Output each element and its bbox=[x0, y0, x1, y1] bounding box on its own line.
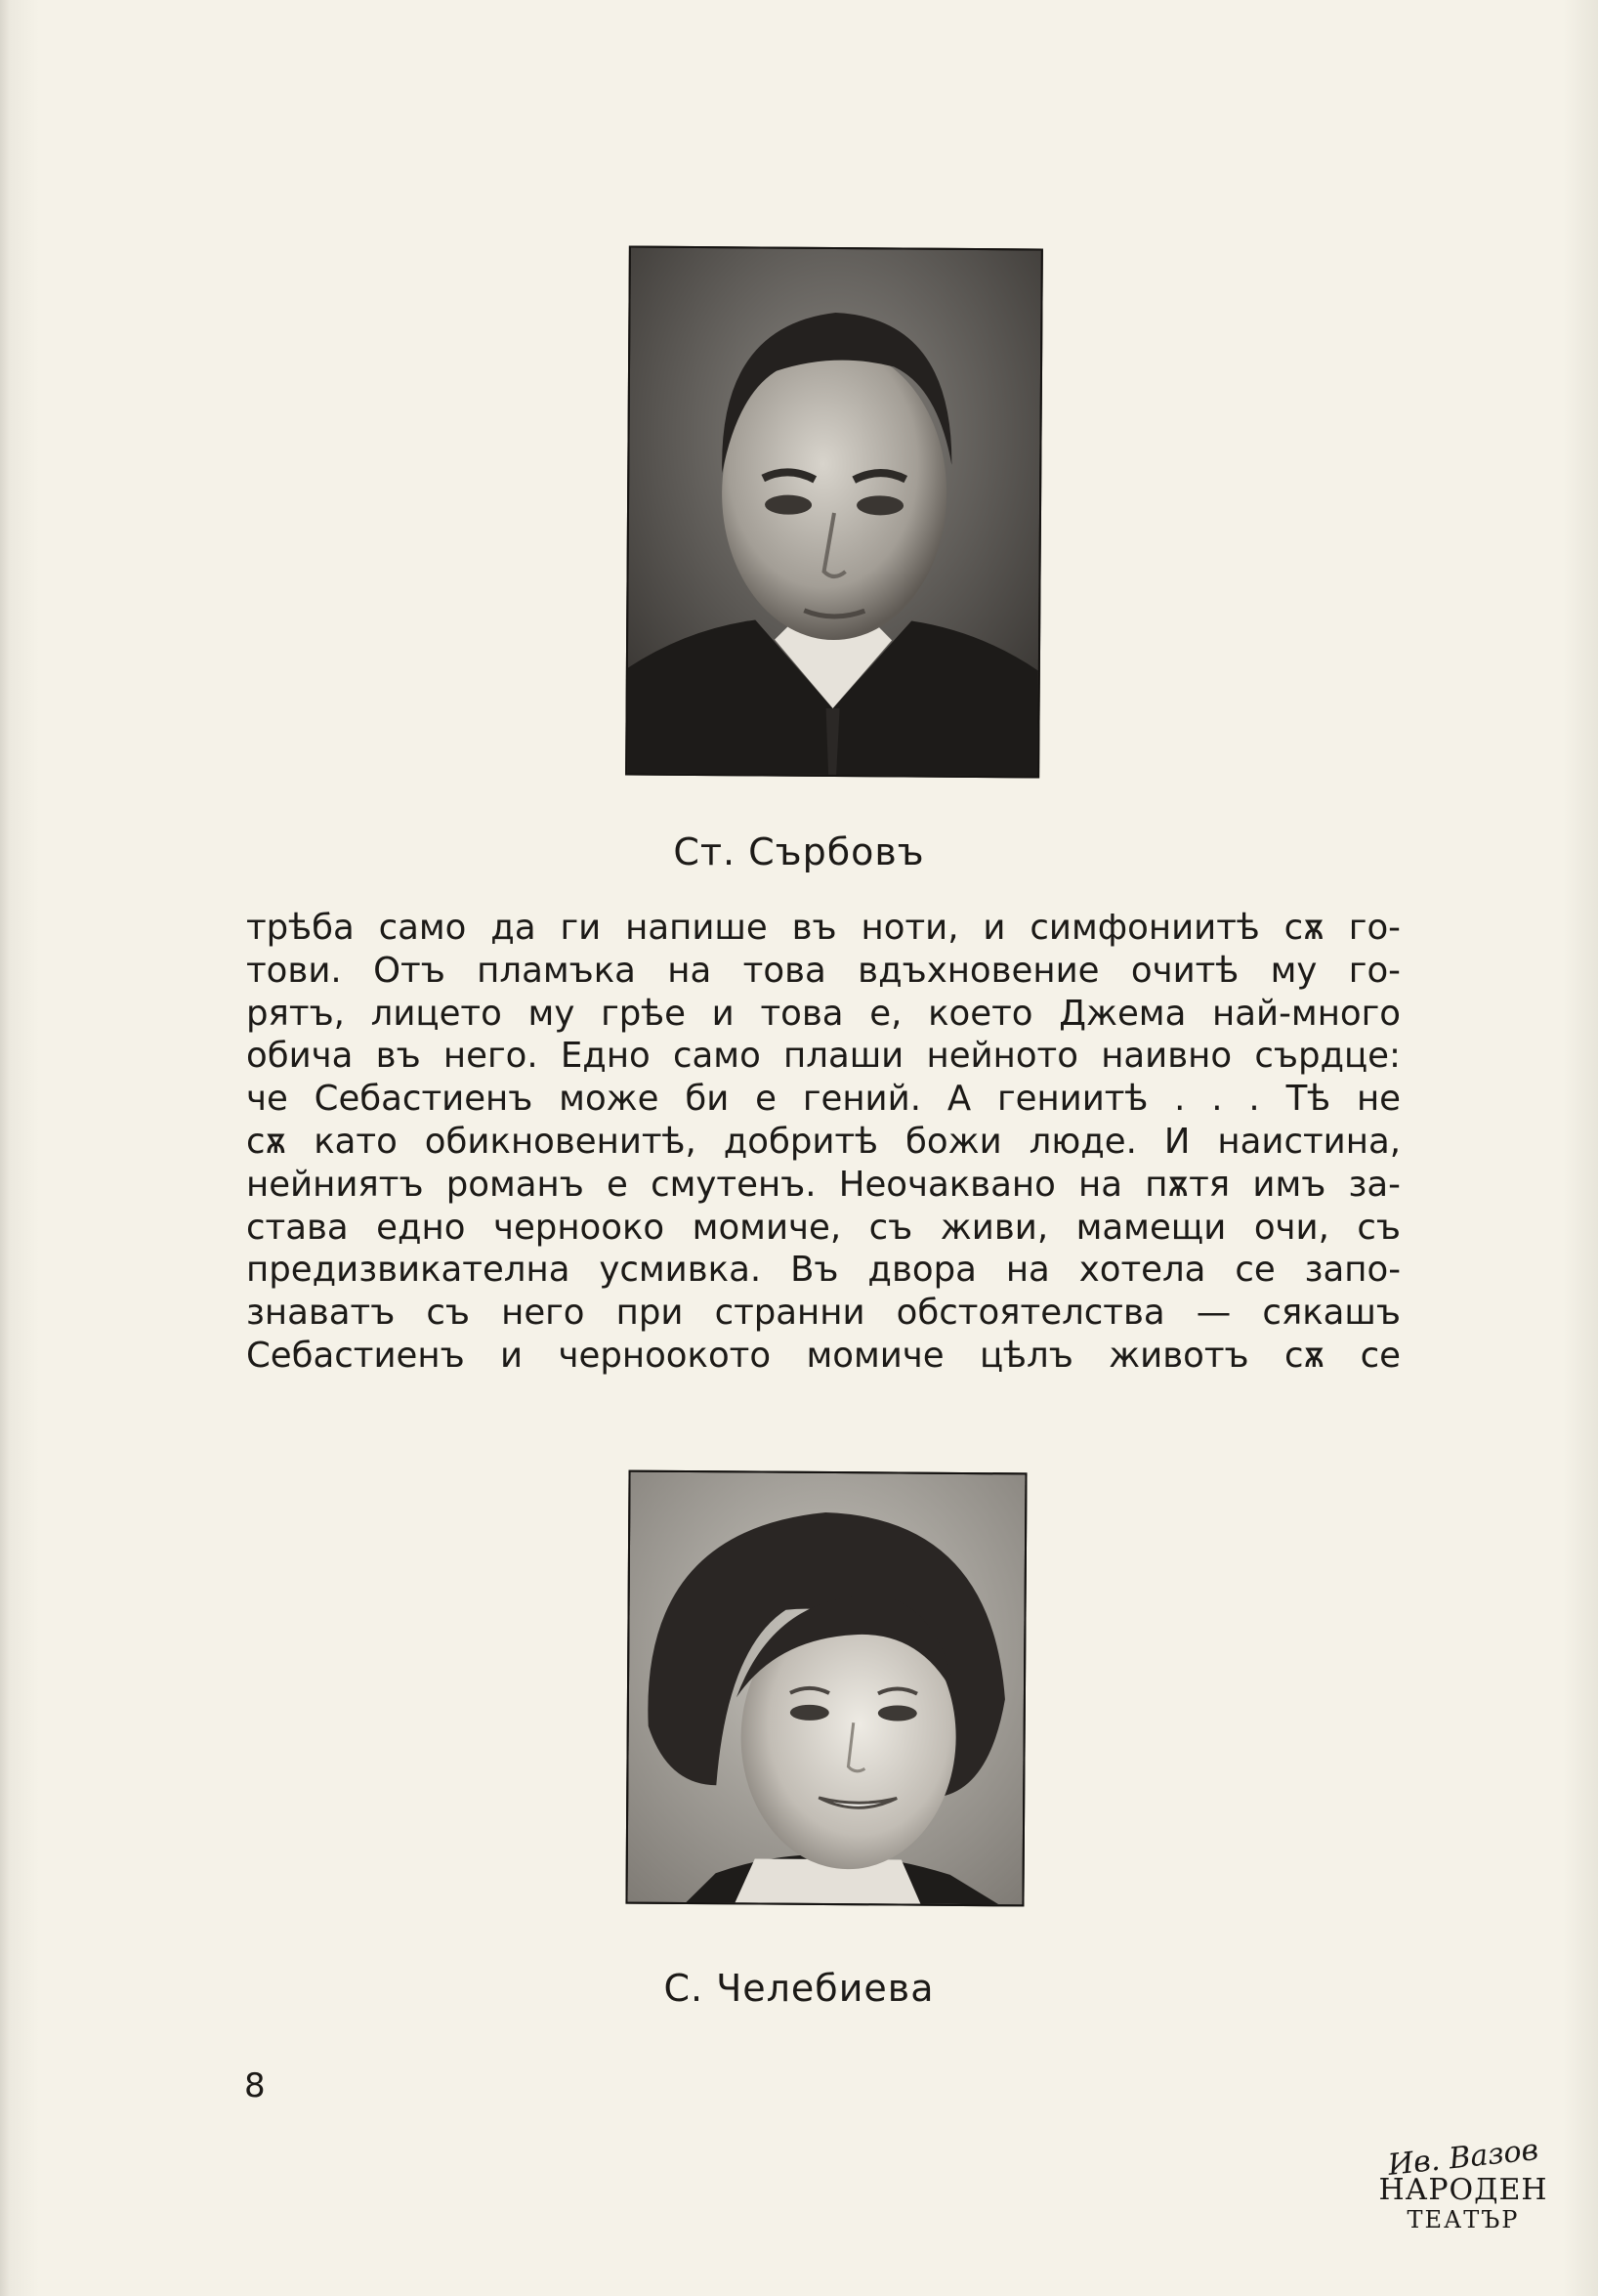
text-line: обича въ него. Едно само плаши нейното наивно сърдце: bbox=[246, 1036, 1401, 1077]
text-line: нейниятъ романъ е смутенъ. Неочаквано на пѫтя имъ за- bbox=[246, 1164, 1401, 1205]
portrait-photo-sarbov bbox=[625, 246, 1043, 779]
text-line: рятъ, лицето му грѣе и това е, което Джема най-много bbox=[246, 993, 1401, 1034]
portrait-caption-sarbov: Ст. Сърбовъ bbox=[673, 830, 925, 873]
text-line: предизвикателна усмивка. Въ двора на хотела се запо- bbox=[246, 1250, 1401, 1291]
stamp-line-1: НАРОДЕН bbox=[1378, 2173, 1548, 2207]
national-theatre-stamp bbox=[1377, 2133, 1549, 2259]
portrait-photo-chelebieva bbox=[625, 1470, 1027, 1907]
synopsis-paragraph bbox=[246, 907, 1401, 1378]
text-line: сѫ като обикновенитѣ, добритѣ божи люде. И наистина, bbox=[246, 1121, 1401, 1162]
text-line: знаватъ съ него при странни обстоятелства — сякашъ bbox=[246, 1293, 1401, 1334]
page-number: 8 bbox=[244, 2066, 266, 2105]
portrait-caption-chelebieva: С. Челебиева bbox=[663, 1967, 935, 2010]
stamp-signature: Ив. Вазов bbox=[1386, 2133, 1540, 2183]
text-line: става едно черноoко момиче, съ живи, мамещи очи, съ bbox=[246, 1207, 1401, 1248]
stamp-line-2: ТЕАТЪР bbox=[1407, 2206, 1520, 2233]
text-line: Себастиенъ и черноокото момиче цѣлъ животъ сѫ се bbox=[246, 1335, 1401, 1376]
text-line: че Себастиенъ може би е гений. А гениитѣ . . . Тѣ не bbox=[246, 1079, 1401, 1120]
text-line: трѣба само да ги напише въ ноти, и симфониитѣ сѫ го- bbox=[246, 908, 1401, 948]
text-line: тови. Отъ пламъка на това вдъхновение очитѣ му го- bbox=[246, 950, 1401, 991]
